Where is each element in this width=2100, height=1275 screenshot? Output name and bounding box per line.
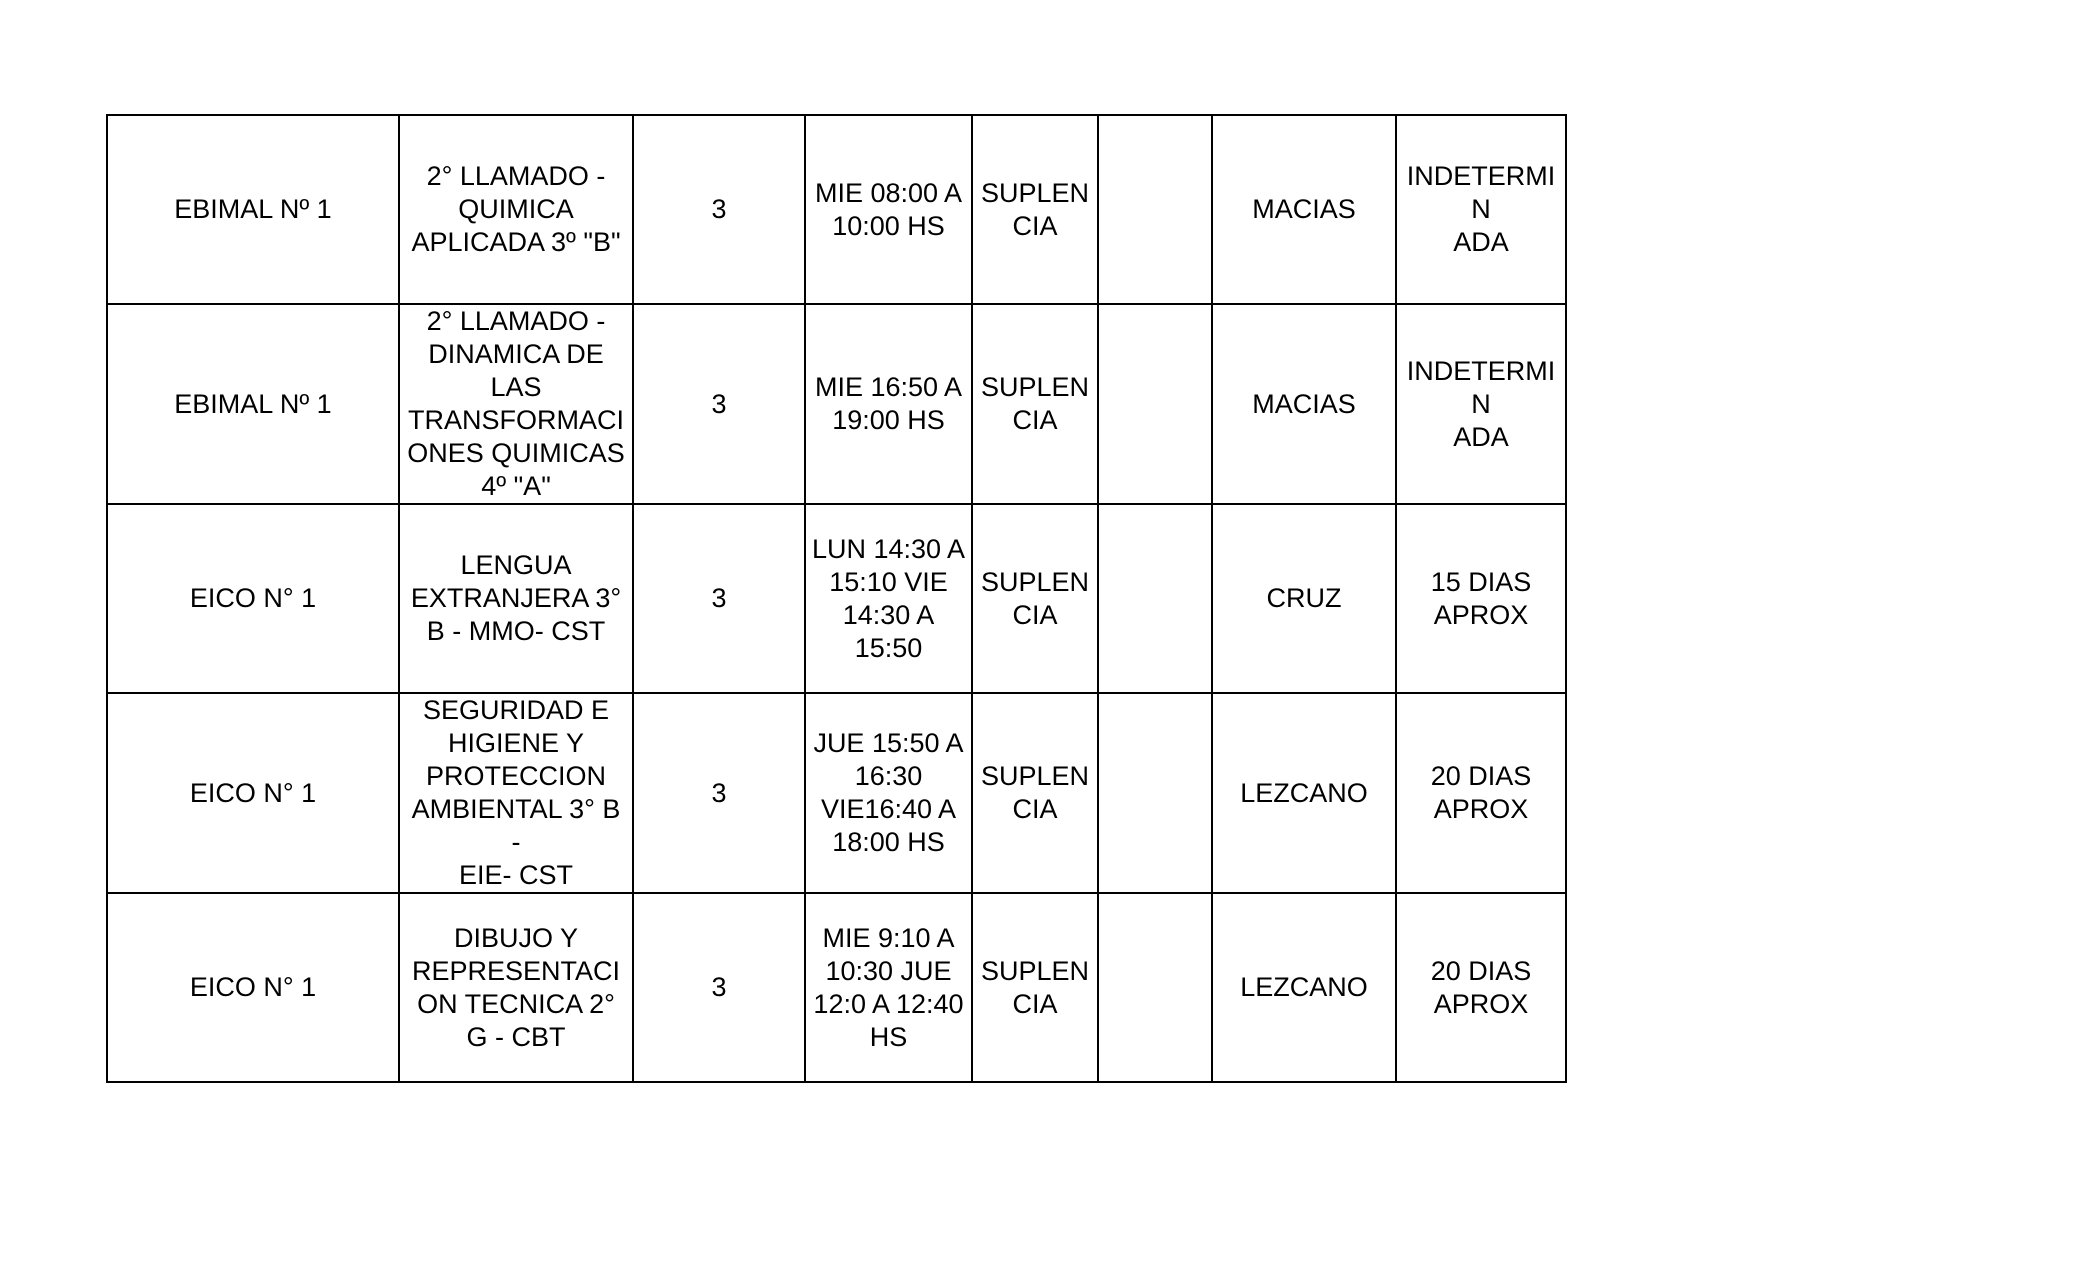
empty-cell	[1098, 893, 1212, 1082]
subject-cell: 2° LLAMADO - DINAMICA DE LAS TRANSFORMACI ONES QUIMICAS 4º "A"	[399, 304, 633, 504]
vacancy-table	[106, 114, 1567, 1083]
schedule-cell: MIE 16:50 A 19:00 HS	[805, 304, 972, 504]
schedule-cell: MIE 08:00 A 10:00 HS	[805, 115, 972, 304]
type-cell: SUPLEN CIA	[972, 504, 1098, 693]
school-cell: EBIMAL Nº 1	[107, 304, 399, 504]
teacher-cell: LEZCANO	[1212, 693, 1396, 893]
schedule-cell: LUN 14:30 A 15:10 VIE 14:30 A 15:50	[805, 504, 972, 693]
empty-cell	[1098, 504, 1212, 693]
school-cell: EBIMAL Nº 1	[107, 115, 399, 304]
schedule-cell: JUE 15:50 A 16:30 VIE16:40 A 18:00 HS	[805, 693, 972, 893]
empty-cell	[1098, 693, 1212, 893]
table-row	[107, 304, 1566, 504]
duration-cell: 20 DIAS APROX	[1396, 893, 1566, 1082]
hours-cell: 3	[633, 693, 805, 893]
hours-cell: 3	[633, 115, 805, 304]
type-cell: SUPLEN CIA	[972, 304, 1098, 504]
hours-cell: 3	[633, 504, 805, 693]
duration-cell: 20 DIAS APROX	[1396, 693, 1566, 893]
teacher-cell: CRUZ	[1212, 504, 1396, 693]
table-row	[107, 893, 1566, 1082]
duration-cell: INDETERMIN ADA	[1396, 304, 1566, 504]
type-cell: SUPLEN CIA	[972, 693, 1098, 893]
school-cell: EICO N° 1	[107, 693, 399, 893]
table-row	[107, 693, 1566, 893]
type-cell: SUPLEN CIA	[972, 893, 1098, 1082]
schedule-cell: MIE 9:10 A 10:30 JUE 12:0 A 12:40 HS	[805, 893, 972, 1082]
empty-cell	[1098, 304, 1212, 504]
table-row	[107, 115, 1566, 304]
subject-cell: 2° LLAMADO - QUIMICA APLICADA 3º "B"	[399, 115, 633, 304]
subject-cell: DIBUJO Y REPRESENTACI ON TECNICA 2° G - CBT	[399, 893, 633, 1082]
duration-cell: INDETERMIN ADA	[1396, 115, 1566, 304]
hours-cell: 3	[633, 304, 805, 504]
teacher-cell: MACIAS	[1212, 115, 1396, 304]
empty-cell	[1098, 115, 1212, 304]
subject-cell: SEGURIDAD E HIGIENE Y PROTECCION AMBIENTAL 3° B - EIE- CST	[399, 693, 633, 893]
teacher-cell: LEZCANO	[1212, 893, 1396, 1082]
teacher-cell: MACIAS	[1212, 304, 1396, 504]
table-row	[107, 504, 1566, 693]
type-cell: SUPLEN CIA	[972, 115, 1098, 304]
school-cell: EICO N° 1	[107, 893, 399, 1082]
hours-cell: 3	[633, 893, 805, 1082]
duration-cell: 15 DIAS APROX	[1396, 504, 1566, 693]
subject-cell: LENGUA EXTRANJERA 3° B - MMO- CST	[399, 504, 633, 693]
school-cell: EICO N° 1	[107, 504, 399, 693]
